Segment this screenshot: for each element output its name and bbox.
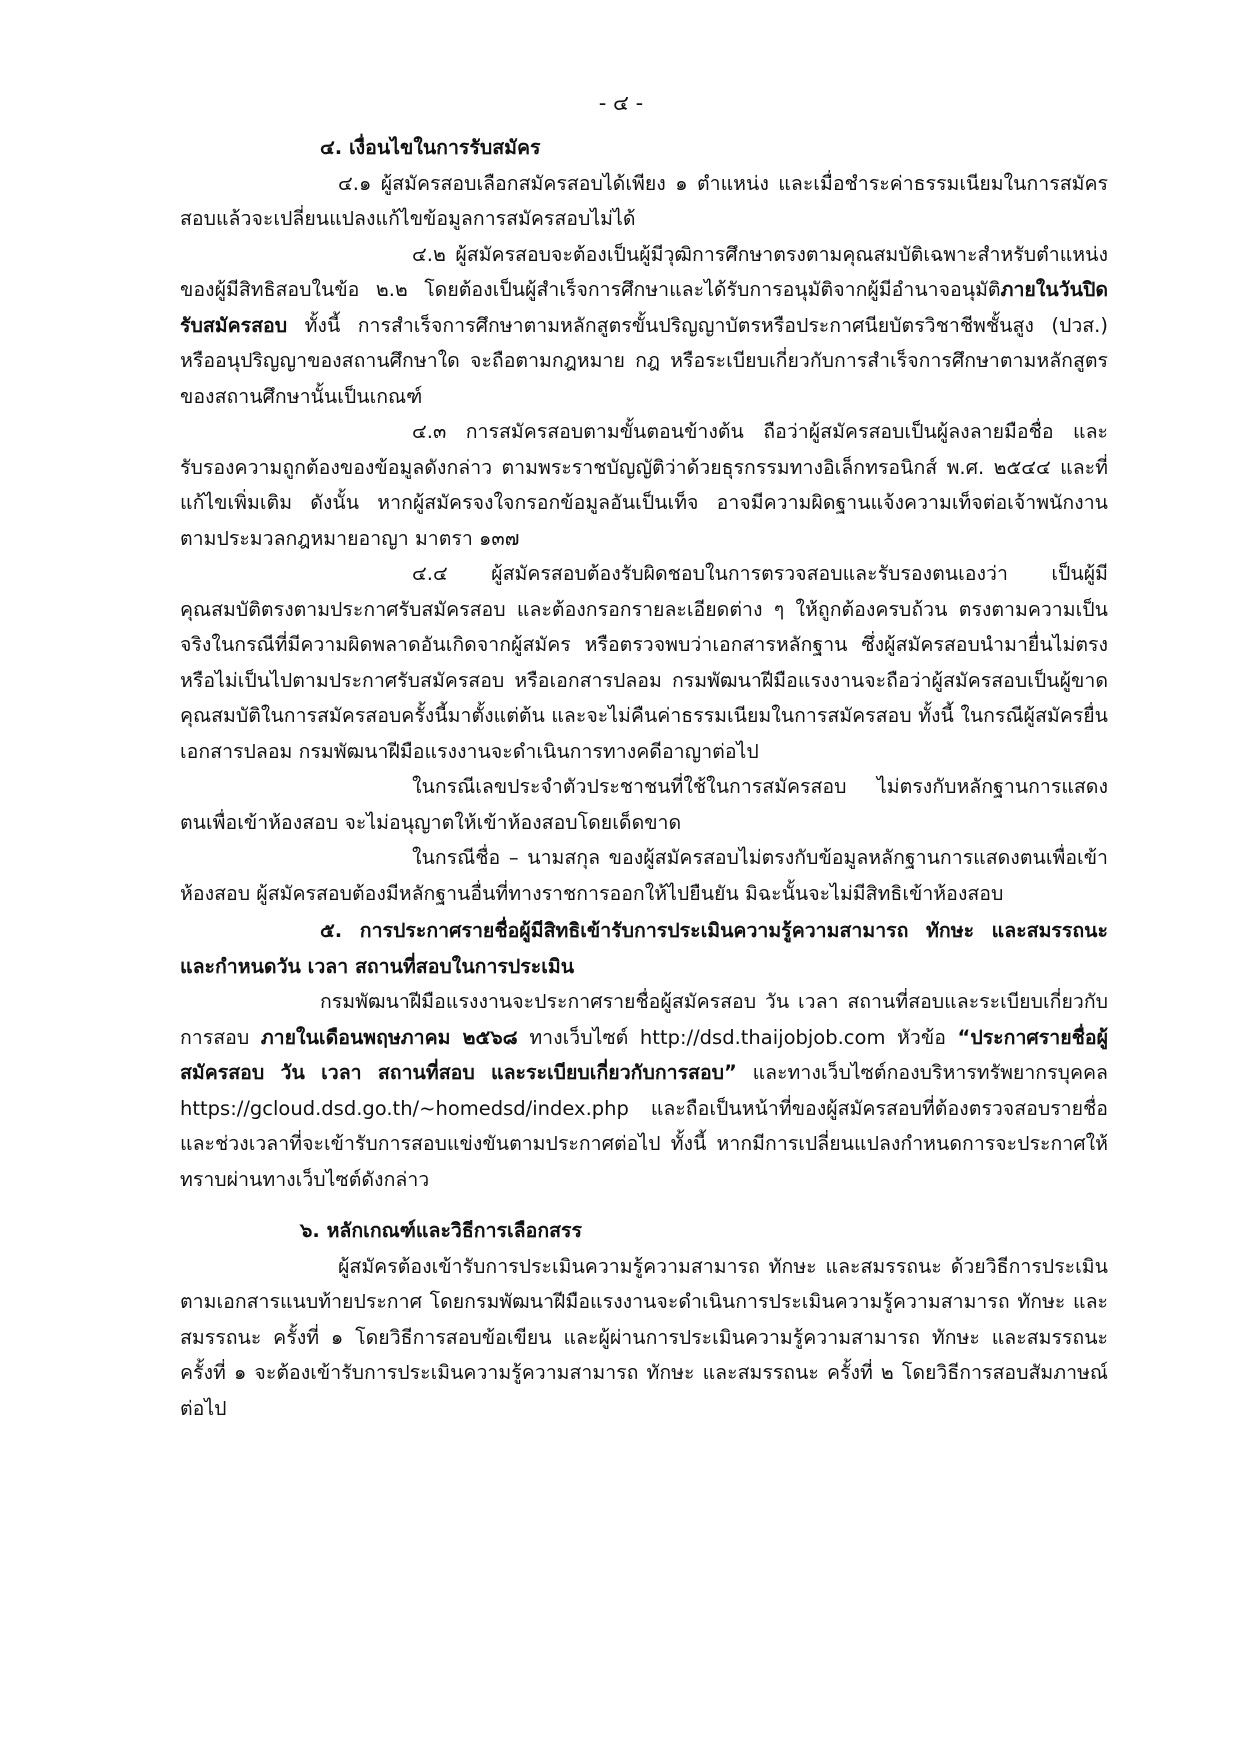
clause-4-4-name-note: ในกรณีชื่อ – นามสกุล ของผู้สมัครสอบไม่ตรงกับข้อมูลหลักฐานการแสดงตนเพื่อเข้าห้องสอบ ผู้สมัครสอบต้องมีหลักฐานอื่นที่ทางราชการออกให้ไปยืนยัน มิฉะนั้นจะไม่มีสิทธิเข้าห้องสอบ xyxy=(180,846,1108,905)
clause-4-1: ๔.๑ ผู้สมัครสอบเลือกสมัครสอบได้เพียง ๑ ตำแหน่ง และเมื่อชำระค่าธรรมเนียมในการสมัครสอบแล้วจะเปลี่ยนแปลงแก้ไขข้อมูลการสมัครสอบไม่ได้ xyxy=(180,171,1108,230)
section-5-text-c: และทางเว็บไซต์กองบริหารทรัพยากรบุคคล https://gcloud.dsd.go.th/~homedsd/index.php และถือเป็นหน้าที่ของผู้สมัครสอบที่ต้องตรวจสอบรายชื่อและช่วงเวลาที่จะเข้ารับการสอบแข่งขันตามประกาศต่อไป ทั้งนี้ หากมีการเปลี่ยนแปลงกำหนดการจะประกาศให้ทราบผ่านทางเว็บไซต์ดังกล่าว xyxy=(180,1061,1109,1191)
section-5-topic-bold: “ประกาศรายชื่อผู้สมัครสอบ วัน เวลา สถานที่สอบ และระเบียบเกี่ยวกับการสอบ” xyxy=(180,1025,1108,1084)
clause-4-2-text-b: ทั้งนี้ การสำเร็จการศึกษาตามหลักสูตรขั้นปริญญาบัตรหรือประกาศนียบัตรวิชาชีพชั้นสูง (ปวส.) หรืออนุปริญญาของสถานศึกษาใด จะถือตามกฎหมาย กฎ หรือระเบียบเกี่ยวกับการสำเร็จการศึกษาตามหลักสูตรของสถานศึกษานั้นเป็นเกณฑ์ xyxy=(180,313,1108,408)
section-5-text-b: ทางเว็บไซต์ http://dsd.thaijobjob.com หัวข้อ xyxy=(517,1025,958,1049)
section-4-heading: ๔. เงื่อนไขในการรับสมัคร xyxy=(320,136,541,159)
clause-4-3: ๔.๓ การสมัครสอบตามขั้นตอนข้างต้น ถือว่าผู้สมัครสอบเป็นผู้ลงลายมือชื่อ และรับรองความถูกต้องของข้อมูลดังกล่าว ตามพระราชบัญญัติว่าด้วยธุรกรรมทางอิเล็กทรอนิกส์ พ.ศ. ๒๕๔๔ และที่แก้ไขเพิ่มเติม ดังนั้น หากผู้สมัครจงใจกรอกข้อมูลอันเป็นเท็จ อาจมีความผิดฐานแจ้งความเท็จต่อเจ้าพนักงานตามประมวลกฎหมายอาญา มาตรา ๑๓๗ xyxy=(180,420,1108,550)
clause-4-4: ๔.๔ ผู้สมัครสอบต้องรับผิดชอบในการตรวจสอบและรับรองตนเองว่า เป็นผู้มีคุณสมบัติตรงตามประกาศรับสมัครสอบ และต้องกรอกรายละเอียดต่าง ๆ ให้ถูกต้องครบถ้วน ตรงตามความเป็นจริงในกรณีที่มีความผิดพลาดอันเกิดจากผู้สมัคร หรือตรวจพบว่าเอกสารหลักฐาน ซึ่งผู้สมัครสอบนำมายื่นไม่ตรงหรือไม่เป็นไปตามประกาศรับสมัครสอบ หรือเอกสารปลอม กรมพัฒนาฝีมือแรงงานจะถือว่าผู้สมัครสอบเป็นผู้ขาดคุณสมบัติในการสมัครสอบครั้งนี้มาตั้งแต่ต้น และจะไม่คืนค่าธรรมเนียมในการสมัครสอบ ทั้งนี้ ในกรณีผู้สมัครยื่นเอกสารปลอม กรมพัฒนาฝีมือแรงงานจะดำเนินการทางคดีอาญาต่อไป xyxy=(180,562,1108,763)
section-6-heading: ๖. หลักเกณฑ์และวิธีการเลือกสรร xyxy=(300,1219,582,1242)
section-5-paragraph xyxy=(180,984,1108,1197)
page-number: - ๔ - xyxy=(598,91,644,115)
clause-4-2-bold: ภายในวันปิดรับสมัครสอบ xyxy=(180,278,1108,337)
section-6-paragraph: ผู้สมัครต้องเข้ารับการประเมินความรู้ความสามารถ ทักษะ และสมรรถนะ ด้วยวิธีการประเมินตามเอกสารแนบท้ายประกาศ โดยกรมพัฒนาฝีมือแรงงานจะดำเนินการประเมินความรู้ความสามารถ ทักษะ และสมรรถนะ ครั้งที่ ๑ โดยวิธีการสอบข้อเขียน และผู้ผ่านการประเมินความรู้ความสามารถ ทักษะ และสมรรถนะ ครั้งที่ ๑ จะต้องเข้ารับการประเมินความรู้ความสามารถ ทักษะ และสมรรถนะ ครั้งที่ ๒ โดยวิธีการสอบสัมภาษณ์ต่อไป xyxy=(180,1254,1108,1420)
clause-4-4-id-note: ในกรณีเลขประจำตัวประชาชนที่ใช้ในการสมัครสอบ ไม่ตรงกับหลักฐานการแสดงตนเพื่อเข้าห้องสอบ จะไม่อนุญาตให้เข้าห้องสอบโดยเด็ดขาด xyxy=(180,775,1108,834)
section-5-date-bold: ภายในเดือนพฤษภาคม ๒๕๖๘ xyxy=(260,1025,518,1049)
section-5-text-a: กรมพัฒนาฝีมือแรงงานจะประกาศรายชื่อผู้สมัครสอบ วัน เวลา สถานที่สอบและระเบียบเกี่ยวกับการสอบ xyxy=(180,990,1108,1049)
clause-4-2-text-a: ๔.๒ ผู้สมัครสอบจะต้องเป็นผู้มีวุฒิการศึกษาตรงตามคุณสมบัติเฉพาะสำหรับตำแหน่งของผู้มีสิทธิสอบในข้อ ๒.๒ โดยต้องเป็นผู้สำเร็จการศึกษาและได้รับการอนุมัติจากผู้มีอำนาจอนุมัติ xyxy=(180,242,1108,301)
clause-4-2 xyxy=(180,237,1108,415)
document-body xyxy=(180,130,1108,1426)
section-5-heading: ๕. การประกาศรายชื่อผู้มีสิทธิเข้ารับการประเมินความรู้ความสามารถ ทักษะ และสมรรถนะ และกำหนดวัน เวลา สถานที่สอบในการประเมิน xyxy=(180,919,1108,978)
